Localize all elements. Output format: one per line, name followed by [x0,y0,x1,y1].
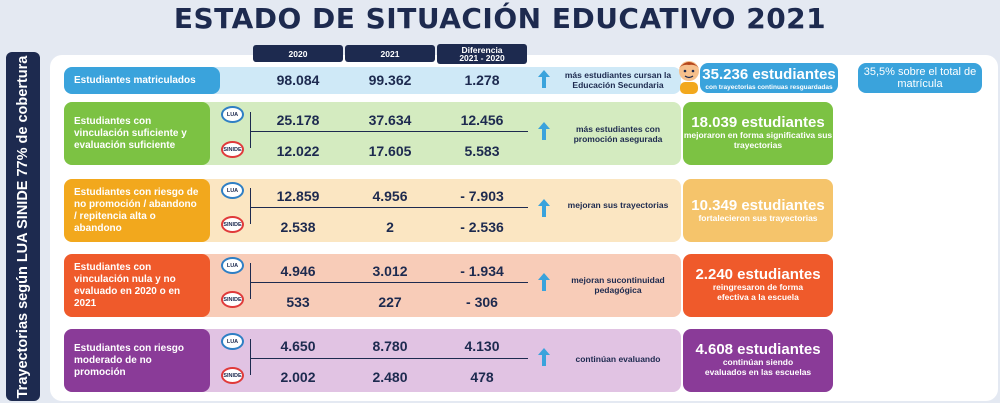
row-null-sinide-difference: - 306 [466,294,498,310]
row-sufficient-lua-2021: 37.634 [368,112,412,128]
row-sufficient-sinide-2021: 17.605 [368,143,412,159]
lua-logo-icon: LUA [221,106,244,123]
row-null-divider [250,282,528,283]
lua-logo-icon: LUA [221,257,244,274]
row-null-outcome [683,254,833,317]
lua-logo-icon: LUA [221,182,244,199]
lua-logo-icon: LUA [221,333,244,350]
enrolled-label: Estudiantes matriculados [64,67,220,94]
row-moderate-divider [250,358,528,359]
row-risk-bracket [250,188,251,224]
row-null-bracket [250,263,251,299]
row-moderate-outcome-count: 4.608 estudiantes [695,341,821,358]
column-header-2020: 2020 [253,45,343,62]
up-arrow-icon [537,121,551,141]
row-sufficient-divider [250,131,528,132]
row-moderate-sinide-2020: 2.002 [280,369,316,385]
row-sufficient-sinide-2020: 12.022 [276,143,320,159]
row-sufficient-outcome [683,102,833,165]
up-arrow-icon [537,272,551,292]
row-risk-divider [250,207,528,208]
row-risk-lua-2021: 4.956 [372,188,408,204]
row-risk-outcome-count: 10.349 estudiantes [691,197,825,214]
sinide-logo-icon: SINIDE [221,216,244,233]
row-sufficient-lua-difference: 12.456 [460,112,504,128]
row-sufficient-bracket [250,112,251,148]
row-risk-lua-difference: - 7.903 [460,188,504,204]
row-null-outcome-count: 2.240 estudiantes [695,266,821,283]
enrolled-value-2020: 98.084 [276,72,320,88]
sidebar-label: Trayectorias según LUA SINIDE 77% de cobertura [15,55,31,399]
enrolled-value-difference: 1.278 [464,72,500,88]
enrolled-note: más estudiantes cursan la Educación Secundaria [564,70,672,90]
row-risk-label: Estudiantes con riesgo de no promoción / abandono / repitencia alta o abandono [64,179,210,242]
row-moderate-lua-difference: 4.130 [464,338,500,354]
row-moderate-note: continúan evaluando [575,354,661,364]
row-null-note: mejoran sucontinuidad pedagógica [571,275,665,295]
enrolled-share-text: 35,5% sobre el total de matrícula [863,66,977,90]
enrolled-outcome-description: con trayectorias continuas resguardadas [705,84,833,91]
row-sufficient-label: Estudiantes con vinculación suficiente y evaluación suficiente [64,102,210,165]
column-header-difference-line2: 2021 - 2020 [459,53,505,63]
page-title: ESTADO DE SITUACIÓN EDUCATIVO 2021 [173,2,827,35]
row-risk-sinide-2020: 2.538 [280,219,316,235]
row-null-lua-2020: 4.946 [280,263,316,279]
enrolled-value-2021: 99.362 [368,72,412,88]
row-null-lua-difference: - 1.934 [460,263,504,279]
column-header-difference [437,44,527,64]
row-sufficient-sinide-difference: 5.583 [464,143,500,159]
row-null-sinide-2020: 533 [286,294,310,310]
row-sufficient-note: más estudiantes con promoción asegurada [573,124,663,144]
row-null-outcome-description: reingresaron de forma efectiva a la escuela [712,282,804,302]
row-moderate-sinide-difference: 478 [470,369,494,385]
row-risk-outcome-description: fortalecieron sus trayectorias [698,213,818,223]
row-sufficient-outcome-count: 18.039 estudiantes [691,114,825,131]
row-risk-sinide-difference: - 2.536 [460,219,504,235]
row-risk-sinide-2021: 2 [386,219,394,235]
enrolled-share [858,63,982,93]
row-null-sinide-2021: 227 [378,294,402,310]
up-arrow-icon [537,347,551,367]
row-moderate-outcome [683,329,833,392]
row-moderate-outcome-description: continúan siendo evaluados en las escuelas [704,357,812,377]
enrolled-outcome [700,63,838,93]
row-sufficient-outcome-description: mejoraron en forma significativa sus trayectorias [683,130,833,150]
row-sufficient-lua-2020: 25.178 [276,112,320,128]
sinide-logo-icon: SINIDE [221,367,244,384]
row-moderate-sinide-2021: 2.480 [372,369,408,385]
row-moderate-bracket [250,339,251,375]
row-moderate-label: Estudiantes con riesgo moderado de no promoción [64,329,210,392]
sinide-logo-icon: SINIDE [221,141,244,158]
column-header-2021: 2021 [345,45,435,62]
sidebar-label-bar [6,52,40,401]
row-risk-lua-2020: 12.859 [276,188,320,204]
enrolled-outcome-count: 35.236 estudiantes [702,66,836,83]
row-null-label: Estudiantes con vinculación nula y no evaluado en 2020 o en 2021 [64,254,210,317]
up-arrow-icon [537,69,551,89]
row-risk-outcome [683,179,833,242]
sinide-logo-icon: SINIDE [221,291,244,308]
row-risk-note: mejoran sus trayectorias [567,200,669,210]
row-moderate-lua-2020: 4.650 [280,338,316,354]
row-null-lua-2021: 3.012 [372,263,408,279]
column-header-difference-line1: Diferencia [461,45,503,55]
student-avatar-icon [675,58,703,94]
up-arrow-icon [537,198,551,218]
row-moderate-lua-2021: 8.780 [372,338,408,354]
